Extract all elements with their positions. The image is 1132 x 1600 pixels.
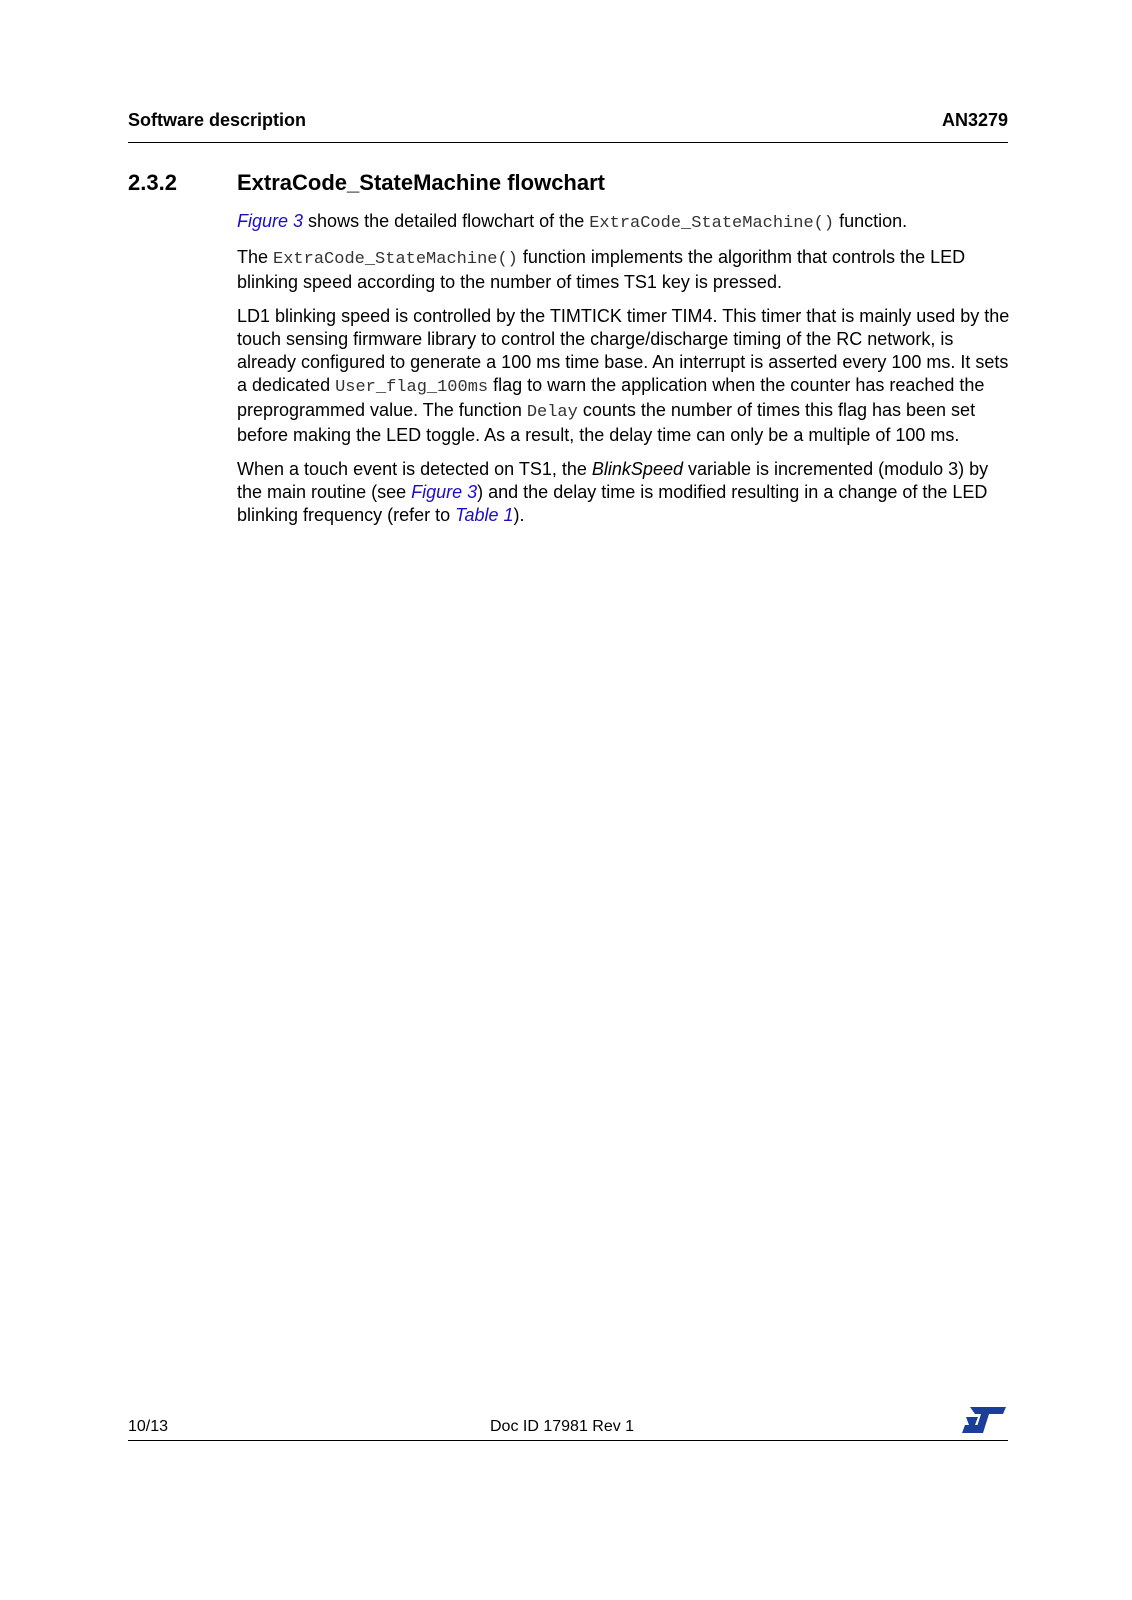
table-1-link[interactable]: Table 1: [455, 505, 514, 525]
section-title: ExtraCode_StateMachine flowchart: [237, 170, 605, 195]
paragraph-3: [237, 305, 1013, 447]
text: function.: [834, 211, 908, 231]
code-flag-name: User_flag_100ms: [335, 378, 489, 397]
header-section-name: Software description: [128, 110, 307, 130]
page-header: [128, 110, 1008, 143]
text: counts the number of times this flag has been set before making the LED toggle. As a result, the delay time can only be a multiple of 100 ms.: [237, 400, 976, 445]
header-doc-number: AN3279: [941, 110, 1008, 130]
variable-name: BlinkSpeed: [591, 459, 683, 479]
doc-id: Doc ID 17981 Rev 1: [490, 1418, 635, 1435]
text: flag to warn the application when the counter has reached the preprogrammed value. The function: [237, 375, 985, 420]
section-number: 2.3.2: [128, 170, 177, 195]
text: LD1 blinking speed is controlled by the TIMTICK timer TIM4. This timer that is mainly used by the touch sensing firmware library to control the charge/discharge timing of the RC network, is already configured to generate a 100 ms time base. An interrupt is asserted every 100 ms. It sets a dedicated: [237, 306, 1010, 395]
paragraph-4: [237, 458, 1013, 527]
section-heading: [128, 170, 605, 196]
page-footer: [128, 1410, 1008, 1441]
paragraph-1: [237, 210, 1013, 235]
text: function implements the algorithm that controls the LED blinking speed according to the number of times TS1 key is pressed.: [237, 247, 966, 292]
text: ) and the delay time is modified resulting in a change of the LED blinking frequency (refer to: [237, 482, 988, 525]
page-number: 10/13: [128, 1418, 169, 1435]
paragraph-2: [237, 246, 1013, 294]
code-function-name: ExtraCode_StateMachine(): [589, 214, 835, 233]
text: ).: [513, 505, 525, 525]
body-text: [237, 210, 1013, 538]
text: The: [237, 247, 274, 267]
st-logo-icon: [962, 1405, 1006, 1440]
text: When a touch event is detected on TS1, the: [237, 459, 592, 479]
code-function-name: ExtraCode_StateMachine(): [273, 250, 518, 269]
text: shows the detailed flowchart of the: [303, 211, 590, 231]
code-delay-name: Delay: [526, 403, 578, 422]
figure-3-link[interactable]: Figure 3: [411, 482, 478, 502]
figure-3-link[interactable]: Figure 3: [237, 211, 304, 231]
text: variable is incremented (modulo 3) by the main routine (see: [237, 459, 989, 502]
